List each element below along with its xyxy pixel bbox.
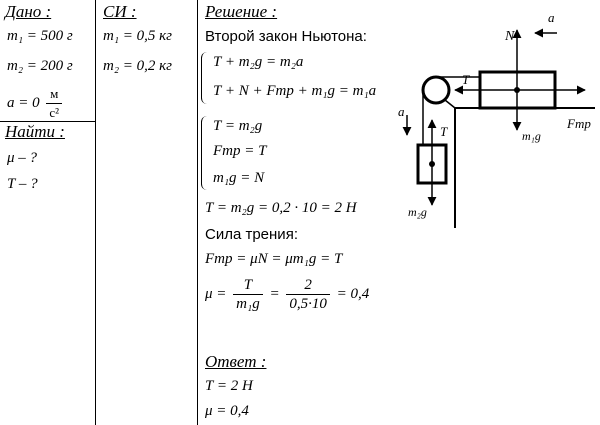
friction-title: Сила трения: bbox=[205, 226, 298, 243]
label-a-side: a bbox=[398, 104, 405, 119]
mu-frac2-den: 0,5·10 bbox=[289, 296, 327, 312]
mu-lhs: μ = bbox=[205, 285, 227, 302]
given-a-lhs: a = 0 bbox=[7, 94, 40, 111]
system1-eq2: T + N + Fтр + m₁g = m₁a bbox=[213, 83, 377, 99]
system2-eq2: Fтр = T bbox=[213, 143, 267, 159]
given-m1: m₁ = 500 г bbox=[7, 28, 73, 44]
find-mu: μ – ? bbox=[7, 150, 38, 166]
friction-eq: Fтр = μN = μm₁g = T bbox=[205, 251, 343, 267]
find-header: Найти : bbox=[5, 122, 65, 141]
label-T-hang: T bbox=[440, 124, 448, 139]
solution-header: Решение : bbox=[205, 2, 278, 21]
given-a-unit-num: м bbox=[46, 85, 62, 104]
mu-frac2-num: 2 bbox=[286, 276, 330, 295]
system2-eq3: m₁g = N bbox=[213, 170, 265, 186]
answer-T: T = 2 Н bbox=[205, 378, 253, 394]
find-T: T – ? bbox=[7, 176, 38, 192]
given-header: Дано : bbox=[5, 2, 52, 21]
mu-eq: = bbox=[269, 285, 280, 302]
given-m2: m₂ = 200 г bbox=[7, 58, 73, 74]
tension-calc: T = m₂g = 0,2 · 10 = 2 Н bbox=[205, 200, 357, 216]
mu-frac1-den: m₁g bbox=[236, 296, 260, 312]
label-m1g: m₁g bbox=[522, 129, 541, 143]
label-a-top: a bbox=[548, 10, 555, 25]
mu-frac1-num: T bbox=[233, 276, 263, 295]
label-N: N bbox=[505, 29, 515, 44]
given-a-unit-den: с² bbox=[49, 105, 60, 120]
label-m2g: m₂g bbox=[408, 205, 427, 219]
label-T-table: T bbox=[462, 72, 470, 87]
mu-result: = 0,4 bbox=[336, 285, 370, 302]
newton-law-title: Второй закон Ньютона: bbox=[205, 28, 367, 45]
answer-mu: μ = 0,4 bbox=[205, 403, 249, 419]
si-m1: m₁ = 0,5 кг bbox=[103, 28, 173, 44]
pulley bbox=[423, 77, 449, 103]
si-header: СИ : bbox=[103, 2, 137, 21]
system2-eq1: T = m₂g bbox=[213, 118, 263, 134]
answer-header: Ответ : bbox=[205, 352, 267, 371]
label-Ftr: Fтр bbox=[567, 116, 591, 131]
system1-eq1: T + m₂g = m₂a bbox=[213, 54, 304, 70]
si-m2: m₂ = 0,2 кг bbox=[103, 58, 173, 74]
